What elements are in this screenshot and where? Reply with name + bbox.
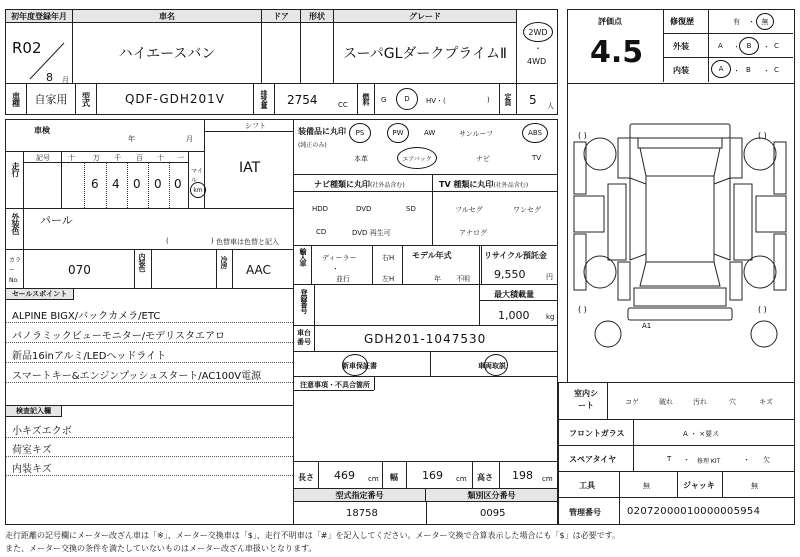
digit-5: 0 [174,177,182,191]
shift-value: IAT [239,160,261,176]
door-cell [261,22,301,84]
inspection-year: 年 [128,135,135,143]
selling-points-label: セールスポイント [6,289,74,300]
recycle-unit: 円 [546,273,553,281]
door-header: ドア [261,9,301,23]
equip-aw: AW [424,129,436,137]
place-1: 万 [93,154,100,162]
equip-tv: TV [532,154,542,162]
ac-value: AAC [246,263,271,277]
place-5: 一 [177,154,184,162]
place-0: 十 [68,154,75,162]
registration-label: 登録番号 [300,289,308,313]
equipment-label: 装備品に丸印 [298,127,346,136]
nav-sd: SD [406,205,416,213]
warranty-label: 新車保証書 [342,362,377,370]
digit-1: 6 [91,177,99,191]
dims-row [293,461,558,489]
equip-pw: PW [387,123,409,143]
repair-label: 修復歴 [670,17,694,26]
max-load-box [479,284,558,326]
sheet-stain: 汚れ [693,398,707,406]
chassis-value: GDH201-1047530 [364,332,487,346]
inspector-notes-label: 検査記入欄 [6,406,62,417]
car-diagram-box [567,83,795,383]
jack-value: 無 [751,482,758,490]
type-row [293,488,558,525]
selling-point-2: 新品16inアルミ/LEDヘッドライト [12,351,167,362]
recycle-label: リサイクル預託金 [484,251,547,260]
place-3: 百 [136,154,143,162]
equip-leather: 本革 [354,155,368,163]
footer-line-1: 走行距離の記号欄にメーター改ざん車は「※」、メーター交換車は「$」、走行不明車は「#」を記入してください。メーター交換で合算表示した場合にも「$」は必要です。 [5,531,620,540]
tv-sub: (社外品含む) [493,182,529,189]
registration-box [293,284,480,326]
recycle-value: 9,550 [494,268,526,281]
disp-cell [274,83,358,115]
month-unit: 月 [62,76,69,84]
cap-value: 5 [529,93,537,107]
tv-oneseg: ワンセグ [513,206,541,214]
sheet-hole: 穴 [729,398,736,406]
class-no-label: 類別区分番号 [426,489,557,502]
mile-label: マイル [191,168,203,184]
import-dealer: ディーラー [322,254,357,262]
inspection-label: 車検 [34,126,50,135]
spare-kit: 修理 KIT [697,458,721,465]
equip-sunroof: サンルーフ [459,130,494,138]
color-no-row [5,249,294,289]
selling-points-box [5,288,294,406]
interior-sheet-row [558,382,795,420]
class-label: 車種 [11,92,21,106]
length-value: 469 [334,469,355,482]
notes-box [293,376,558,462]
int-grade-b: B [746,66,751,74]
equip-navi: ナビ [476,155,490,163]
equip-ps: PS [349,123,371,143]
tv-label: TV 種類に丸印 [439,180,494,189]
int-dot-1: ・ [733,67,740,75]
tv-box [432,174,558,246]
max-load-unit: kg [546,313,555,321]
fuel-cell [374,83,500,115]
disp-label: 排気量 [260,90,268,108]
digit-3: 0 [133,177,141,191]
mileage-cell [5,151,205,209]
svg-text:( ): ( ) [758,131,767,140]
km-label: km [190,182,206,198]
fuel-close: ) [487,96,490,104]
inspection-month: 月 [186,135,193,143]
color-note-close: ) [211,237,214,245]
model-value: QDF-GDH201V [96,83,254,115]
chassis-row [293,325,558,352]
color-cell [5,208,294,250]
nav-box [293,174,433,246]
class-label-cell [5,83,27,115]
auction-sheet [5,9,795,525]
spare-label: スペアタイヤ [569,455,617,464]
windshield-row [558,419,795,446]
repair-sep: ・ [748,18,755,26]
repair-yes: 有 [733,18,740,26]
ext-grade-c: C [774,42,779,50]
shape-header: 形状 [300,9,334,23]
footer-line-2: また、メーター交換の条件を満たしていないものはメーター改ざん車扱いとなります。 [5,544,317,553]
selling-point-1: パノラミックビューモニター/モデリスタエアロ [12,331,225,342]
drive-sep: ・ [534,44,542,53]
int-dot-2: ・ [763,67,770,75]
ac-label: 冷房 [220,256,228,268]
car-name-header: 車名 [72,9,262,23]
drive-cell [516,9,558,84]
int-grade-c: C [774,66,779,74]
svg-text:( ): ( ) [758,305,767,314]
car-name: ハイエースバン [72,22,262,84]
nav-dvd-play: DVD 再生可 [352,229,391,237]
disp-value: 2754 [287,93,318,107]
svg-text:( ): ( ) [578,131,587,140]
selling-point-0: ALPINE BIGX/バックカメラ/ETC [12,311,161,322]
class-no-value: 0095 [480,508,506,519]
equip-abs: ABS [522,123,548,143]
repair-no: 無 [756,13,774,30]
mgmt-label: 管理番号 [569,508,601,517]
score-value: 4.5 [590,35,644,70]
type-no-label: 型式指定番号 [294,489,426,502]
nav-sub: (社外品含む) [370,182,405,189]
docs-row [293,351,558,377]
model-year-unit: 年 [434,275,441,283]
width-value: 169 [422,469,443,482]
recycle-box [479,245,558,285]
import-dot: ・ [332,265,339,273]
height-value: 198 [512,469,533,482]
width-label: 幅 [390,473,398,482]
notes-label: 注意事項・不具合箇所 [300,381,370,389]
mgmt-value: 02072000010000005954 [627,506,761,517]
reg-month: 8 [46,71,53,84]
fuel-hv: HV・( [426,97,446,105]
type-no-value: 18758 [346,508,378,519]
model-year-label: モデル年式 [412,251,452,260]
fuel-label-cell [357,83,375,115]
ext-dot-1: ・ [733,43,740,51]
disp-unit: CC [338,101,348,109]
reg-date-cell [5,22,73,84]
nav-dvd: DVD [356,205,372,213]
grade-header: グレード [333,9,517,23]
grade-value: スーパGLダークプライムⅡ [333,22,517,84]
color-note-open: ( [166,237,169,245]
spare-dot-2: ・ [743,456,750,464]
max-load-label: 最大積載量 [494,290,534,299]
digit-2: 4 [112,177,120,191]
evaluation-box [567,9,795,84]
sheet-scratch: キズ [759,398,773,406]
sheet-tear: 破れ [659,398,673,406]
jack-label: ジャッキ [683,481,715,490]
sheet-burn: コゲ [625,398,639,406]
length-unit: cm [368,475,379,483]
max-load-value: 1,000 [498,309,530,322]
color-label: 外装色 [11,213,20,234]
spare-t: T [667,455,672,463]
import-right-h: 右H [382,254,395,262]
color-note: 色替車は色替と記入 [216,238,279,246]
color-no-label: カラーNo. [9,257,22,284]
svg-text:( ): ( ) [578,305,587,314]
fuel-d: D [396,88,418,110]
interior-label: 内装 [673,66,689,75]
mileage-label: 走行 [11,162,20,176]
import-parallel: 並行 [336,275,350,283]
equipment-sub: (純正のみ) [298,142,327,149]
int-color-label: 内装色 [138,253,146,271]
nav-label: ナビ種類に丸印 [314,180,370,189]
reg-year-header: 初年度登録年月 [5,9,73,23]
disp-label-cell [253,83,275,115]
shift-cell [204,119,294,209]
tools-row [558,471,795,498]
import-label: 輸入車 [299,248,307,266]
marker-a1: A1 [642,322,652,330]
digit-4: 0 [154,177,162,191]
spare-row [558,445,795,472]
place-4: 十 [157,154,164,162]
mgmt-row [558,497,795,525]
length-label: 長さ [298,473,314,482]
inspector-notes-box [5,405,294,525]
windshield-label: フロントガラス [569,429,625,438]
cap-label-cell [499,83,517,115]
car-diagram [568,84,793,381]
equip-airbag: エアバック [397,147,437,169]
spare-dot-1: ・ [683,456,690,464]
ext-grade-a: A [718,42,723,50]
color-value: パール [40,214,73,227]
score-label: 評価点 [598,17,622,26]
reg-year: R02 [12,39,42,57]
inspector-note-2: 内装キズ [12,464,52,475]
inspection-cell [5,119,205,152]
width-unit: cm [456,475,467,483]
model-year-unknown: 不明 [456,275,470,283]
shift-label: シフト [245,122,266,130]
model-label-cell [75,83,97,115]
exterior-label: 外装 [673,42,689,51]
equipment-box [293,119,558,175]
tools-value: 無 [643,482,650,490]
shape-cell [300,22,334,84]
color-no-value: 070 [68,263,91,277]
fuel-g: G [381,96,387,104]
ext-grade-b: B [739,37,759,55]
height-unit: cm [542,475,553,483]
inspector-note-0: 小キズエクボ [12,426,72,437]
height-label: 高さ [477,473,493,482]
import-left-h: 左H [382,275,395,283]
cap-label: 定員 [504,93,512,105]
ext-dot-2: ・ [763,43,770,51]
chassis-label: 車台番号 [297,329,311,346]
inspector-note-1: 荷室キズ [12,445,52,456]
mileage-symbol-label: 記号 [36,154,50,162]
nav-cd: CD [316,228,327,236]
cap-unit: 人 [547,102,554,110]
model-label: 型式 [81,92,91,106]
tv-fullseg: フルセグ [455,206,483,214]
nav-hdd: HDD [312,205,329,213]
drive-2wd: 2WD [523,22,553,42]
manual-label: 車両取説 [478,362,506,370]
selling-point-3: スマートキー&エンジンプッシュスタート/AC100V電源 [12,371,262,382]
tools-label: 工具 [579,481,595,490]
fuel-label: 燃料 [362,93,370,105]
windshield-value: A ・ ×要ス [683,430,720,438]
interior-sheet-label: 室内シート [574,389,598,410]
tv-analog: アナログ [459,229,487,237]
drive-4wd: 4WD [527,57,547,66]
cap-cell [516,83,558,115]
place-2: 千 [114,154,121,162]
class-value: 自家用 [26,83,76,115]
int-grade-a: A [711,60,731,78]
spare-none: 欠 [763,456,770,464]
